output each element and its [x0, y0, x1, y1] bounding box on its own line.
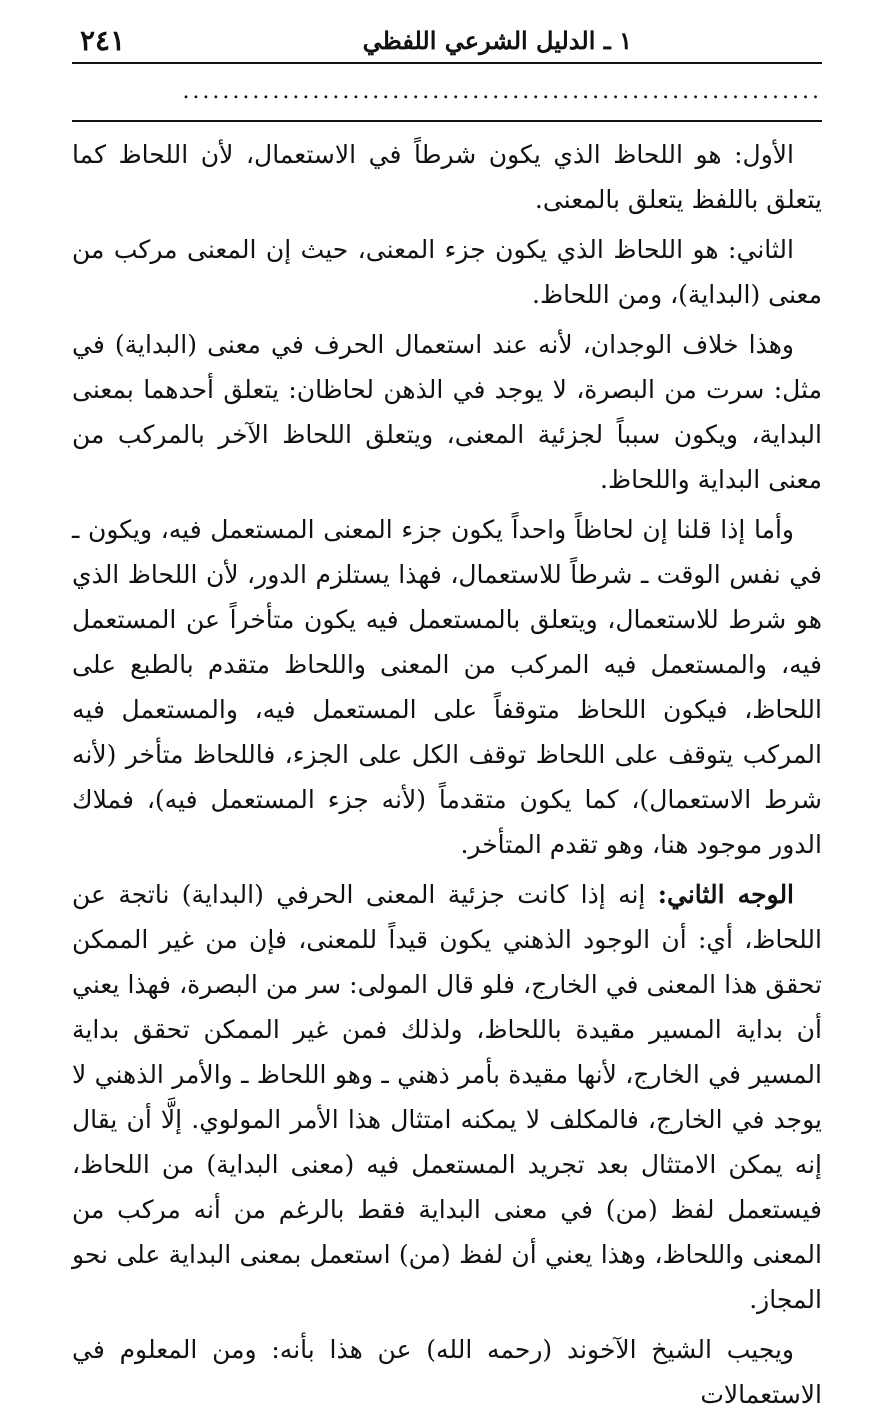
book-page [72, 22, 822, 1409]
page-body [72, 132, 822, 1417]
paragraph-circularity: وأما إذا قلنا إن لحاظاً واحداً يكون جزء المعنى المستعمل فيه، ويكون ـ في نفس الوقت ـ شرطاً للاستعمال، فهذا يستلزم الدور، لأن اللحاظ الذي هو شرط للاستعمال، ويتعلق بالمستعمل فيه يكون متأخراً عن المستعمل فيه، والمستعمل فيه المركب من المعنى واللحاظ متقدم بالطبع على اللحاظ، فيكون اللحاظ متوقفاً على المستعمل فيه، والمستعمل فيه المركب يتوقف على اللحاظ توقف الكل على الجزء، فاللحاظ متأخر (لأنه شرط الاستعمال)، كما يكون متقدماً (لأنه جزء المستعمل فيه)، فملاك الدور موجود هنا، وهو تقدم المتأخر. [72, 515, 822, 859]
page-number: ٢٤١ [80, 24, 126, 57]
paragraph-second-aspect [72, 872, 822, 1322]
section-heading-second-aspect: الوجه الثاني: [657, 880, 795, 909]
running-header [72, 22, 822, 64]
paragraph-second: الثاني: هو اللحاظ الذي يكون جزء المعنى، حيث إن المعنى مركب من معنى (البداية)، ومن اللحاظ. [72, 235, 822, 309]
paragraph-refutation: وهذا خلاف الوجدان، لأنه عند استعمال الحرف في معنى (البداية) في مثل: سرت من البصرة، لا يوجد في الذهن لحاظان: يتعلق أحدهما بمعنى البداية، ويكون سبباً لجزئية المعنى، ويتعلق اللحاظ الآخر بالمركب من معنى البداية واللحاظ. [72, 330, 822, 494]
paragraph-akhund-reply: ويجيب الشيخ الآخوند (رحمه الله) عن هذا بأنه: ومن المعلوم في الاستعمالات [72, 1335, 822, 1409]
chapter-title: ١ ـ الدليل الشرعي اللفظي [362, 26, 632, 55]
omitted-text-dots: ................................................................ [72, 64, 822, 122]
paragraph-second-aspect-text: إنه إذا كانت جزئية المعنى الحرفي (البداية) ناتجة عن اللحاظ، أي: أن الوجود الذهني يكون قيداً للمعنى، فإن من غير الممكن تحقق هذا المعنى في الخارج، فلو قال المولى: سر من البصرة، فهذا يعني أن بداية المسير مقيدة باللحاظ، ولذلك فمن غير الممكن تحقق بداية المسير في الخارج، لأنها مقيدة بأمر ذهني ـ وهو اللحاظ ـ والأمر الذهني لا يوجد في الخارج، فالمكلف لا يمكنه امتثال هذا الأمر المولوي. إلَّا أن يقال إنه يمكن الامتثال بعد تجريد المستعمل فيه (معنى البداية) من اللحاظ، فيستعمل لفظ (من) في معنى البداية فقط بالرغم من أنه مركب من المعنى واللحاظ، وهذا يعني أن لفظ (من) استعمل بمعنى البداية على نحو المجاز. [72, 880, 822, 1314]
paragraph-first: الأول: هو اللحاظ الذي يكون شرطاً في الاستعمال، لأن اللحاظ كما يتعلق باللفظ يتعلق بالمعنى. [72, 140, 822, 214]
